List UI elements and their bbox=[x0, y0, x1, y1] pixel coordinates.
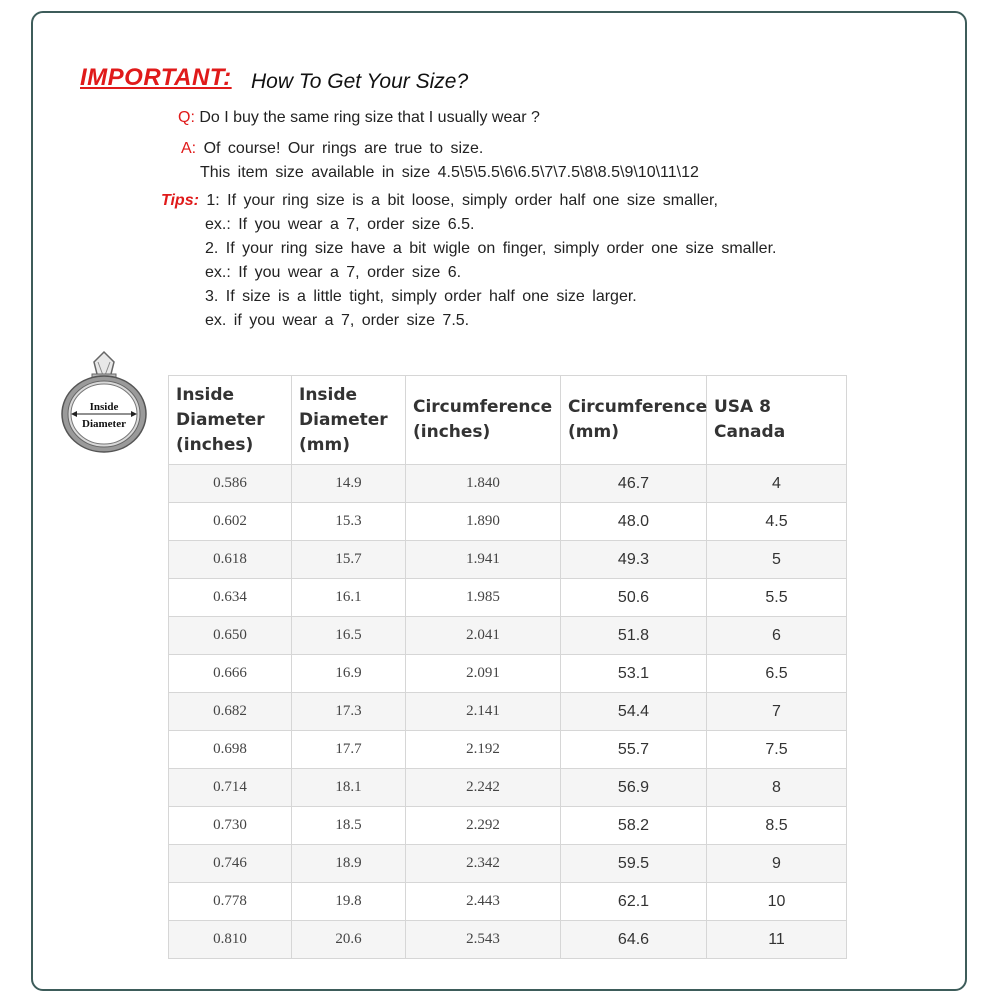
ring-icon bbox=[58, 350, 150, 458]
table-cell: 20.6 bbox=[292, 921, 406, 959]
tip-line-1 bbox=[161, 192, 718, 210]
size-table bbox=[168, 375, 847, 959]
table-cell: 2.041 bbox=[406, 617, 561, 655]
table-cell: 17.7 bbox=[292, 731, 406, 769]
table-cell: 16.5 bbox=[292, 617, 406, 655]
table-cell: 1.985 bbox=[406, 579, 561, 617]
answer-line bbox=[181, 140, 483, 158]
table-cell: 14.9 bbox=[292, 465, 406, 503]
table-cell: 6 bbox=[707, 617, 847, 655]
important-heading: IMPORTANT: bbox=[80, 64, 232, 91]
header-text: (inches) bbox=[413, 422, 491, 442]
table-row bbox=[169, 541, 847, 579]
table-row bbox=[169, 921, 847, 959]
table-header-row bbox=[169, 376, 847, 465]
table-row bbox=[169, 731, 847, 769]
table-cell: 0.714 bbox=[169, 769, 292, 807]
tips-label: Tips: bbox=[161, 192, 199, 209]
table-cell: 49.3 bbox=[561, 541, 707, 579]
table-cell: 2.292 bbox=[406, 807, 561, 845]
table-cell: 11 bbox=[707, 921, 847, 959]
table-cell: 0.634 bbox=[169, 579, 292, 617]
table-cell: 8 bbox=[707, 769, 847, 807]
table-cell: 0.650 bbox=[169, 617, 292, 655]
table-cell: 7 bbox=[707, 693, 847, 731]
table-cell: 15.7 bbox=[292, 541, 406, 579]
ring-icon-label-1: Inside bbox=[89, 401, 119, 413]
inside-diameter-inches-header bbox=[169, 376, 292, 465]
table-row bbox=[169, 579, 847, 617]
table-cell: 58.2 bbox=[561, 807, 707, 845]
table-cell: 2.242 bbox=[406, 769, 561, 807]
table-row bbox=[169, 845, 847, 883]
inside-diameter-mm-header bbox=[292, 376, 406, 465]
question-line bbox=[178, 109, 540, 127]
header-text: Circumference bbox=[568, 397, 708, 417]
table-cell: 2.141 bbox=[406, 693, 561, 731]
table-cell: 15.3 bbox=[292, 503, 406, 541]
table-cell: 18.1 bbox=[292, 769, 406, 807]
table-cell: 64.6 bbox=[561, 921, 707, 959]
tip-line-6: ex. if you wear a 7, order size 7.5. bbox=[205, 312, 470, 329]
table-cell: 0.602 bbox=[169, 503, 292, 541]
header-text: Circumference bbox=[413, 397, 553, 417]
circumference-mm-header bbox=[561, 376, 707, 465]
table-row bbox=[169, 807, 847, 845]
question-label: Q: bbox=[178, 109, 195, 126]
table-cell: 46.7 bbox=[561, 465, 707, 503]
question-text: Do I buy the same ring size that I usually wear ? bbox=[199, 109, 540, 126]
table-cell: 1.840 bbox=[406, 465, 561, 503]
table-row bbox=[169, 693, 847, 731]
ring-icon-label-2: Diameter bbox=[82, 418, 126, 430]
table-cell: 53.1 bbox=[561, 655, 707, 693]
tip-line-5: 3. If size is a little tight, simply order half one size larger. bbox=[205, 288, 637, 305]
header-text: Inside bbox=[299, 384, 358, 405]
table-cell: 51.8 bbox=[561, 617, 707, 655]
tip-text-1: 1: If your ring size is a bit loose, simply order half one size smaller, bbox=[206, 192, 718, 209]
table-cell: 16.1 bbox=[292, 579, 406, 617]
circumference-inches-header bbox=[406, 376, 561, 465]
table-cell: 0.698 bbox=[169, 731, 292, 769]
table-cell: 2.091 bbox=[406, 655, 561, 693]
table-cell: 16.9 bbox=[292, 655, 406, 693]
table-cell: 0.618 bbox=[169, 541, 292, 579]
table-cell: 0.810 bbox=[169, 921, 292, 959]
table-cell: 4.5 bbox=[707, 503, 847, 541]
table-cell: 1.890 bbox=[406, 503, 561, 541]
table-row bbox=[169, 503, 847, 541]
table-cell: 2.342 bbox=[406, 845, 561, 883]
table-cell: 0.682 bbox=[169, 693, 292, 731]
answer-label: A: bbox=[181, 140, 197, 157]
howto-heading: How To Get Your Size? bbox=[251, 70, 469, 93]
tip-line-3: 2. If your ring size have a bit wigle on finger, simply order one size smaller. bbox=[205, 240, 777, 257]
table-cell: 4 bbox=[707, 465, 847, 503]
table-cell: 10 bbox=[707, 883, 847, 921]
header-text: (mm) bbox=[568, 422, 619, 442]
table-cell: 62.1 bbox=[561, 883, 707, 921]
table-cell: 0.586 bbox=[169, 465, 292, 503]
table-cell: 9 bbox=[707, 845, 847, 883]
availability-text: This item size available in size 4.5\5\5.5\6\6.5\7\7.5\8\8.5\9\10\11\12 bbox=[200, 164, 699, 181]
table-cell: 17.3 bbox=[292, 693, 406, 731]
table-cell: 19.8 bbox=[292, 883, 406, 921]
table-cell: 50.6 bbox=[561, 579, 707, 617]
tip-line-2: ex.: If you wear a 7, order size 6.5. bbox=[205, 216, 475, 233]
table-cell: 1.941 bbox=[406, 541, 561, 579]
table-cell: 5 bbox=[707, 541, 847, 579]
table-body bbox=[169, 465, 847, 959]
header-text: USA 8 Canada bbox=[714, 397, 786, 442]
table-cell: 0.730 bbox=[169, 807, 292, 845]
tip-line-4: ex.: If you wear a 7, order size 6. bbox=[205, 264, 462, 281]
table-row bbox=[169, 769, 847, 807]
table-cell: 48.0 bbox=[561, 503, 707, 541]
table-cell: 2.192 bbox=[406, 731, 561, 769]
header-text: (mm) bbox=[299, 434, 350, 455]
table-row bbox=[169, 465, 847, 503]
header-text: Diameter bbox=[176, 409, 265, 430]
table-cell: 59.5 bbox=[561, 845, 707, 883]
usa-canada-header bbox=[707, 376, 847, 465]
table-row bbox=[169, 617, 847, 655]
table-cell: 54.4 bbox=[561, 693, 707, 731]
table-cell: 56.9 bbox=[561, 769, 707, 807]
header-text: Diameter bbox=[299, 409, 388, 430]
table-cell: 18.9 bbox=[292, 845, 406, 883]
table-cell: 7.5 bbox=[707, 731, 847, 769]
header-text: (inches) bbox=[176, 434, 254, 455]
table-cell: 18.5 bbox=[292, 807, 406, 845]
table-cell: 0.778 bbox=[169, 883, 292, 921]
answer-text: Of course! Our rings are true to size. bbox=[203, 140, 484, 157]
table-cell: 8.5 bbox=[707, 807, 847, 845]
table-cell: 2.543 bbox=[406, 921, 561, 959]
table-cell: 55.7 bbox=[561, 731, 707, 769]
table-cell: 6.5 bbox=[707, 655, 847, 693]
table-cell: 5.5 bbox=[707, 579, 847, 617]
header-text: Inside bbox=[176, 384, 235, 405]
table-cell: 0.666 bbox=[169, 655, 292, 693]
table-cell: 0.746 bbox=[169, 845, 292, 883]
table-row bbox=[169, 655, 847, 693]
table-cell: 2.443 bbox=[406, 883, 561, 921]
table-row bbox=[169, 883, 847, 921]
